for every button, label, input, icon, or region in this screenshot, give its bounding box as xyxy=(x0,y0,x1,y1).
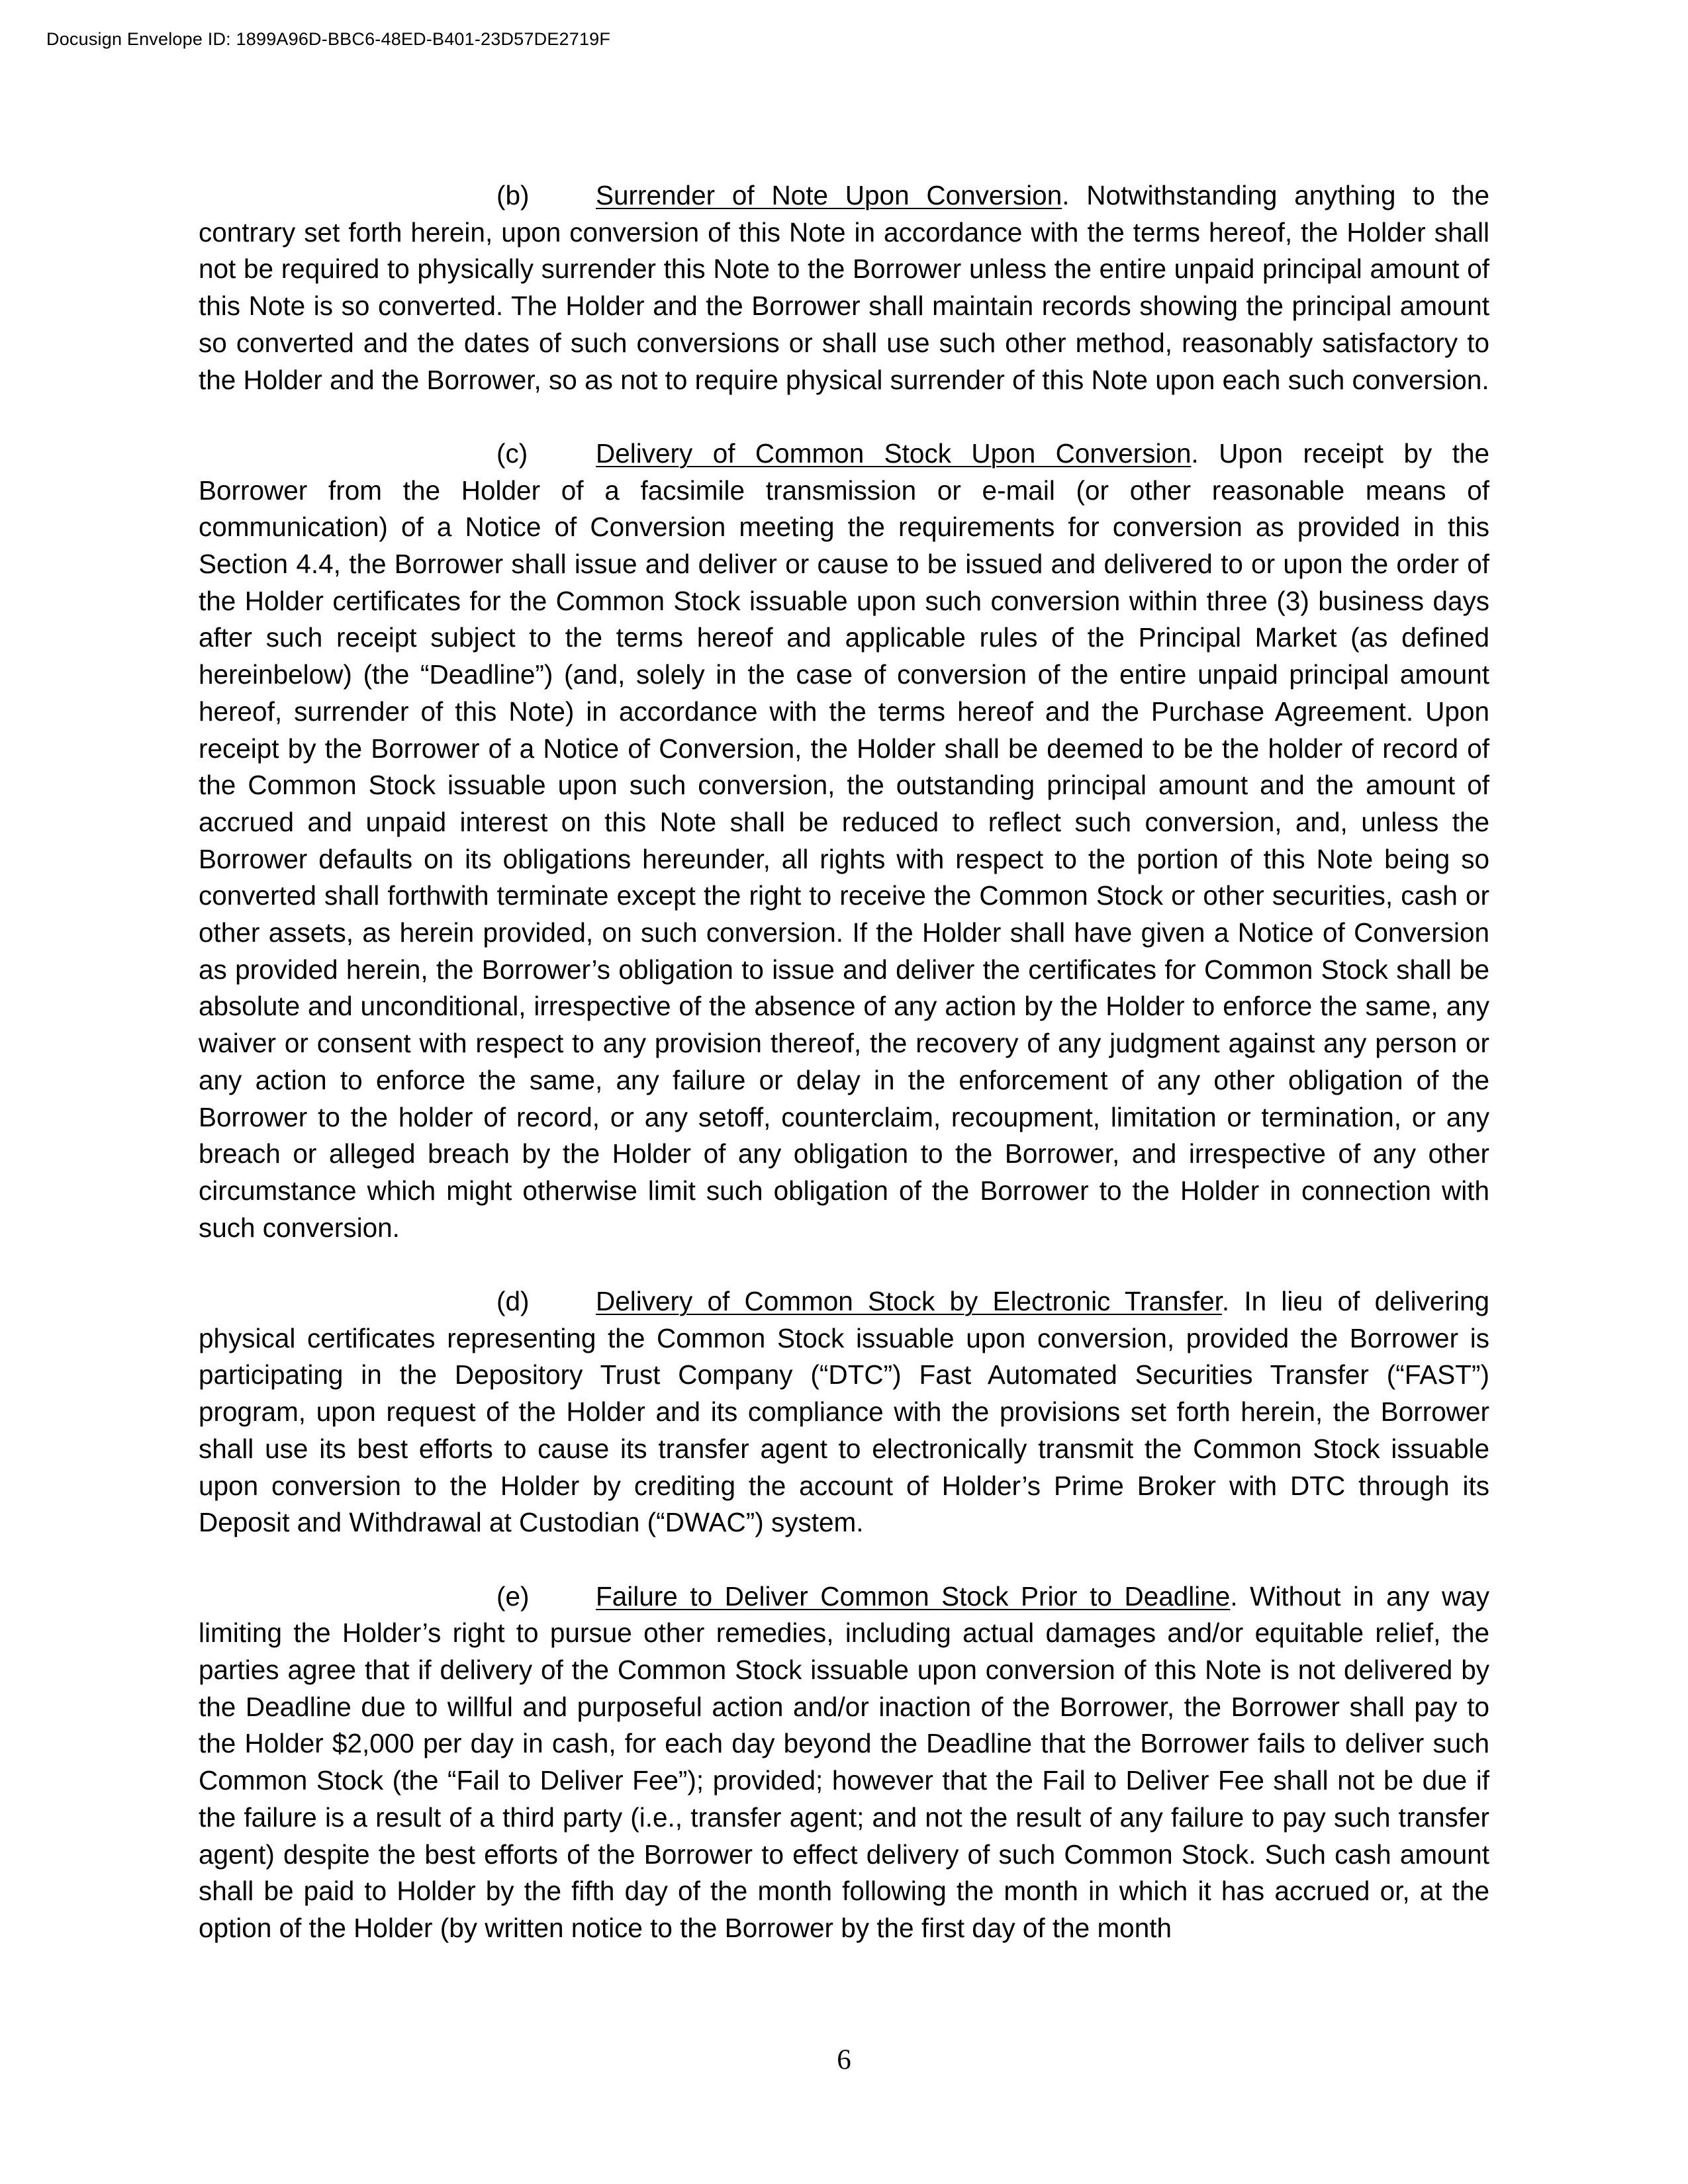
paragraph-text: Upon receipt by the Borrower from the Holder of a facsimile transmission or e-mail (or other reasonable means of communication) of a Notice of Conversion meeting the requirements for conversion as provided in this Section 4.4, the Borrower shall issue and deliver or cause to be issued and delivered to or upon the order of the Holder certificates for the Common Stock issuable upon such conversion within three (3) business days after such receipt subject to the terms hereof and applicable rules of the Principal Market (as defined hereinbelow) (the “Deadline”) (and, solely in the case of conversion of the entire unpaid principal amount hereof, surrender of this Note) in accordance with the terms hereof and the Purchase Agreement. Upon receipt by the Borrower of a Notice of Conversion, the Holder shall be deemed to be the holder of record of the Common Stock issuable upon such conversion, the outstanding principal amount and the amount of accrued and unpaid interest on this Note shall be reduced to reflect such conversion, and, unless the Borrower defaults on its obligations hereunder, all rights with respect to the portion of this Note being so converted shall forthwith terminate except the right to receive the Common Stock or other securities, cash or other assets, as herein provided, on such conversion. If the Holder shall have given a Notice of Conversion as provided herein, the Borrower’s obligation to issue and deliver the certificates for Common Stock shall be absolute and unconditional, irrespective of the absence of any action by the Holder to enforce the same, any waiver or consent with respect to any provision thereof, the recovery of any judgment against any person or any action to enforce the same, any failure or delay in the enforcement of any other obligation of the Borrower to the holder of record, or any setoff, counterclaim, recoupment, limitation or termination, or any breach or alleged breach by the Holder of any obligation to the Borrower, and irrespective of any other circumstance which might otherwise limit such obligation of the Borrower to the Holder in connection with such conversion. xyxy=(199,437,1489,1243)
docusign-envelope-id: Docusign Envelope ID: 1899A96D-BBC6-48ED-B401-23D57DE2719F xyxy=(46,29,611,49)
document-body xyxy=(199,177,1489,1947)
paragraph-marker: (c) xyxy=(496,437,528,469)
heading-period: . xyxy=(1221,1286,1230,1317)
paragraph-marker: (e) xyxy=(496,1580,530,1612)
page-number: 6 xyxy=(837,2044,851,2075)
heading-period: . xyxy=(1230,1580,1238,1612)
paragraph-text: In lieu of delivering physical certificates representing the Common Stock issuable upon conversion, provided the Borrower is participating in the Depository Trust Company (“DTC”) Fast Automated Securities Transfer (“FAST”) program, upon request of the Holder and its compliance with the provisions set forth herein, the Borrower shall use its best efforts to cause its transfer agent to electronically transmit the Common Stock issuable upon conversion to the Holder by crediting the account of Holder’s Prime Broker with DTC through its Deposit and Withdrawal at Custodian (“DWAC”) system. xyxy=(199,1286,1489,1538)
paragraph-c xyxy=(199,435,1489,1246)
paragraph-b xyxy=(199,177,1489,398)
paragraph-heading: Delivery of Common Stock by Electronic Transfer xyxy=(596,1286,1222,1317)
paragraph-heading: Delivery of Common Stock Upon Conversion xyxy=(596,437,1192,469)
heading-period: . xyxy=(1062,180,1070,210)
paragraph-heading: Surrender of Note Upon Conversion xyxy=(596,180,1062,210)
paragraph-e xyxy=(199,1578,1489,1947)
paragraph-text: Notwithstanding anything to the contrary set forth herein, upon conversion of this Note in accordance with the terms hereof, the Holder shall not be required to physically surrender this Note to the Borrower unless the entire unpaid principal amount of this Note is so converted. The Holder and the Borrower shall maintain records showing the principal amount so converted and the dates of such conversions or shall use such other method, reasonably satisfactory to the Holder and the Borrower, so as not to require physical surrender of this Note upon each such conversion. xyxy=(199,180,1489,395)
heading-period: . xyxy=(1191,437,1199,469)
paragraph-d xyxy=(199,1283,1489,1541)
paragraph-marker: (d) xyxy=(496,1286,530,1317)
paragraph-marker: (b) xyxy=(496,180,530,210)
paragraph-text: Without in any way limiting the Holder’s right to pursue other remedies, including actual damages and/or equitable relief, the parties agree that if delivery of the Common Stock issuable upon conversion of this Note is not delivered by the Deadline due to willful and purposeful action and/or inaction of the Borrower, the Borrower shall pay to the Holder $2,000 per day in cash, for each day beyond the Deadline that the Borrower fails to deliver such Common Stock (the “Fail to Deliver Fee”); provided; however that the Fail to Deliver Fee shall not be due if the failure is a result of a third party (i.e., transfer agent; and not the result of any failure to pay such transfer agent) despite the best efforts of the Borrower to effect delivery of such Common Stock. Such cash amount shall be paid to Holder by the fifth day of the month following the month in which it has accrued or, at the option of the Holder (by written notice to the Borrower by the first day of the month xyxy=(199,1580,1489,1943)
paragraph-heading: Failure to Deliver Common Stock Prior to Deadline xyxy=(596,1580,1231,1612)
